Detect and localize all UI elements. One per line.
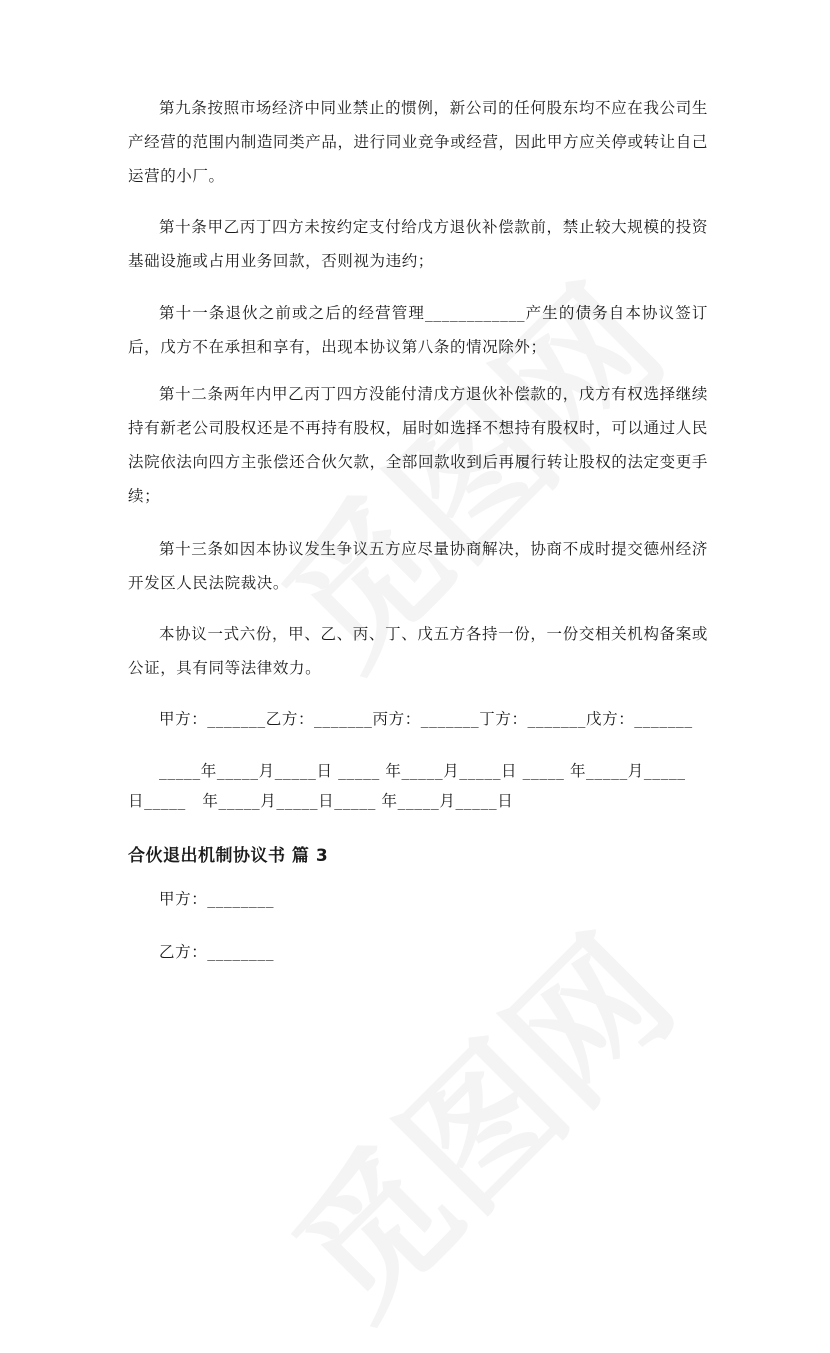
party-b-field: 乙方：________ — [159, 943, 275, 961]
clause-10-paragraph: 第十条甲乙丙丁四方未按约定支付给戊方退伙补偿款前，禁止较大规模的投资基础设施或占用业务回款，否则视为违约； — [128, 218, 708, 270]
watermark-logo — [240, 883, 711, 1353]
clause-9-paragraph: 第九条按照市场经济中同业禁止的惯例，新公司的任何股东均不应在我公司生产经营的范围内制造同类产品，进行同业竞争或经营，因此甲方应关停或转让自己运营的小厂。 — [128, 99, 708, 185]
clause-13-paragraph: 第十三条如因本协议发生争议五方应尽量协商解决，协商不成时提交德州经济开发区人民法院裁决。 — [128, 540, 708, 592]
clause-12-paragraph: 第十二条两年内甲乙丙丁四方没能付清戊方退伙补偿款的，戊方有权选择继续持有新老公司股权还是不再持有股权，届时如选择不想持有股权时，可以通过人民法院依法向四方主张偿还合伙欠款，全部回款收到后再履行转让股权的法定变更手续； — [128, 385, 708, 505]
section-heading: 合伙退出机制协议书 篇 3 — [128, 846, 329, 866]
signature-line: 甲方：_______乙方：_______丙方：_______丁方：_______戊方：_______ — [159, 710, 693, 728]
clause-11-paragraph: 第十一条退伙之前或之后的经营管理____________产生的债务自本协议签订后，戊方不在承担和享有，出现本协议第八条的情况除外； — [128, 304, 708, 356]
party-a-field: 甲方：________ — [159, 890, 275, 908]
copies-paragraph: 本协议一式六份，甲、乙、丙、丁、戊五方各持一份，一份交相关机构备案或公证，具有同等法律效力。 — [128, 625, 708, 677]
date-line-2: 日_____ 年_____月_____日_____ 年_____月_____日 — [128, 792, 514, 810]
date-line-1: _____年_____月_____日 _____ 年_____月_____日 _____ 年_____月_____ — [159, 762, 686, 780]
